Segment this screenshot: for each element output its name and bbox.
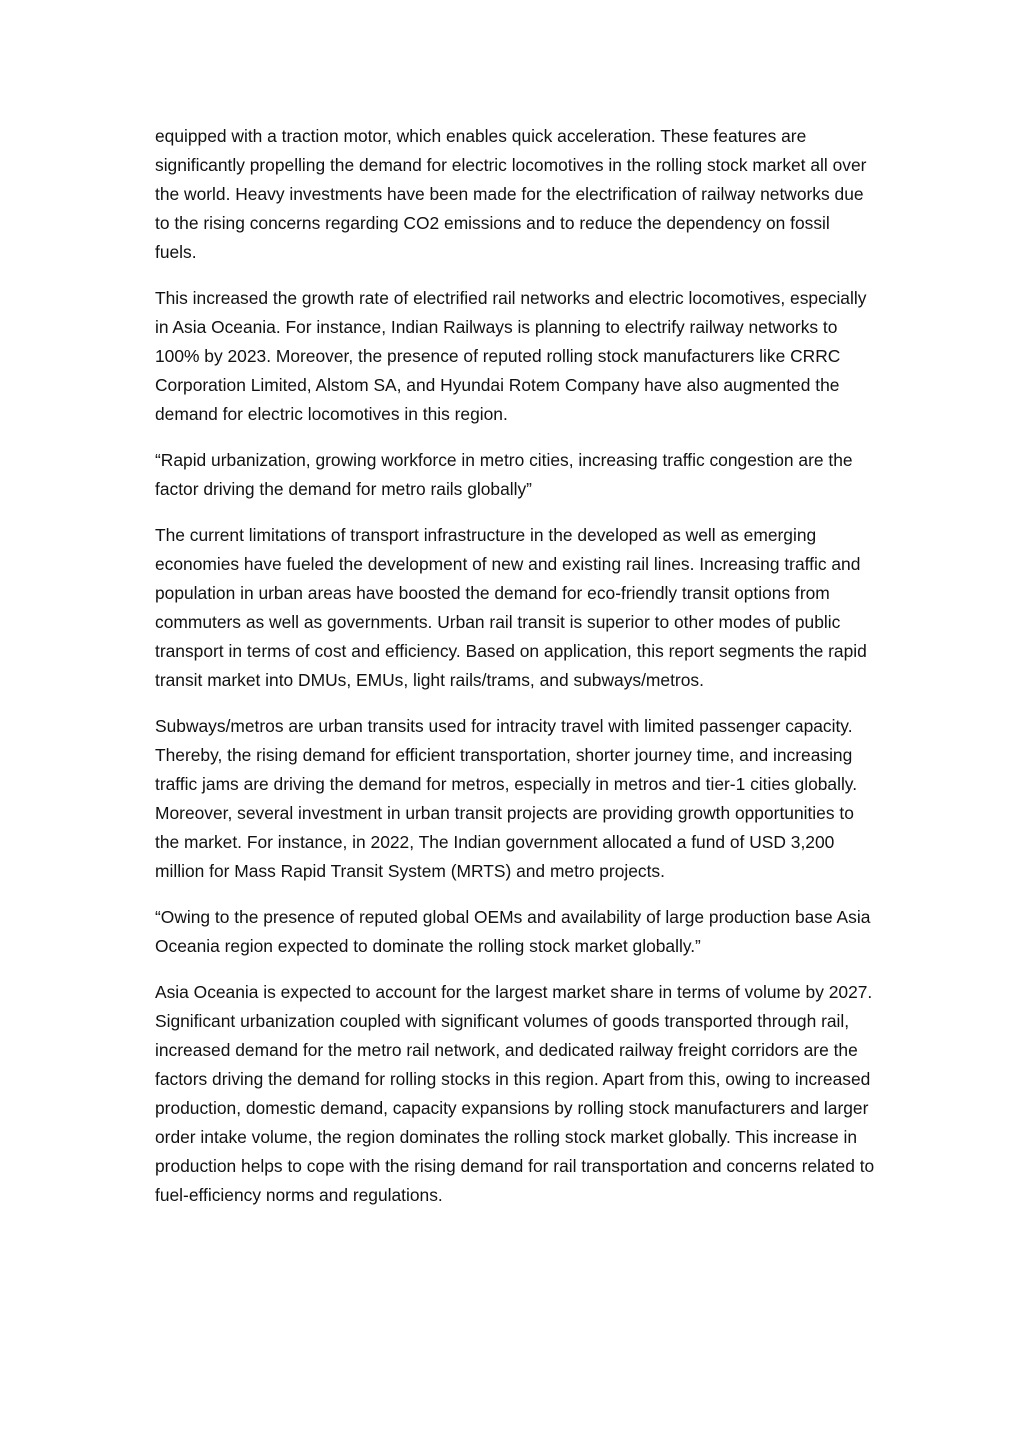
document-page [155,122,875,1227]
paragraph-transport-infrastructure: The current limitations of transport infrastructure in the developed as well as emerging economies have fueled the development of new and existing rail lines. Increasing traffic and population in urban areas have boosted the demand for eco-friendly transit options from commuters as well as governments. Urban rail transit is superior to other modes of public transport in terms of cost and efficiency. Based on application, this report segments the rapid transit market into DMUs, EMUs, light rails/trams, and subways/metros. [155,525,867,690]
paragraph-electric-locomotives: equipped with a traction motor, which enables quick acceleration. These features are significantly propelling the demand for electric locomotives in the rolling stock market all over the world. Heavy investments have been made for the electrification of railway networks due to the rising concerns regarding CO2 emissions and to reduce the dependency on fossil fuels. [155,126,867,262]
paragraph-asia-oceania-electrification: This increased the growth rate of electrified rail networks and electric locomotives, especially in Asia Oceania. For instance, Indian Railways is planning to electrify railway networks to 100% by 2023. Moreover, the presence of reputed rolling stock manufacturers like CRRC Corporation Limited, Alstom SA, and Hyundai Rotem Company have also augmented the demand for electric locomotives in this region. [155,288,867,424]
paragraph-subways-metros: Subways/metros are urban transits used for intracity travel with limited passenger capacity. Thereby, the rising demand for efficient transportation, shorter journey time, and increasing traffic jams are driving the demand for metros, especially in metros and tier-1 cities globally. Moreover, several investment in urban transit projects are providing growth opportunities to the market. For instance, in 2022, The Indian government allocated a fund of USD 3,200 million for Mass Rapid Transit System (MRTS) and metro projects. [155,716,858,881]
quote-metro-rails: “Rapid urbanization, growing workforce in metro cities, increasing traffic congestion are the factor driving the demand for metro rails globally” [155,450,853,499]
quote-asia-oceania-dominance: “Owing to the presence of reputed global OEMs and availability of large production base Asia Oceania region expected to dominate the rolling stock market globally.” [155,907,871,956]
paragraph-asia-oceania-market-share: Asia Oceania is expected to account for the largest market share in terms of volume by 2027. Significant urbanization coupled with significant volumes of goods transported through rail, increased demand for the metro rail network, and dedicated railway freight corridors are the factors driving the demand for rolling stocks in this region. Apart from this, owing to increased production, domestic demand, capacity expansions by rolling stock manufacturers and larger order intake volume, the region dominates the rolling stock market globally. This increase in production helps to cope with the rising demand for rail transportation and concerns related to fuel-efficiency norms and regulations. [155,982,875,1205]
